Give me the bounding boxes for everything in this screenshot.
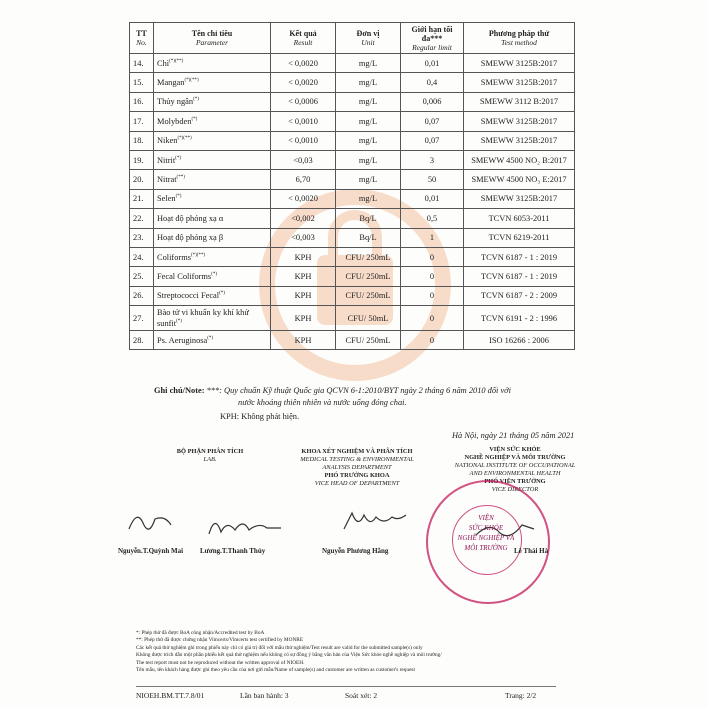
parameter-note-mark: (*)(**) (169, 58, 184, 64)
stamp-text-1: VIỆN (478, 514, 494, 522)
row-number: 20. (130, 170, 154, 189)
row-limit: 3 (401, 150, 464, 169)
row-parameter (154, 247, 271, 266)
parameter-name: Streptococci Fecal (157, 291, 220, 301)
footnote-line: *: Phép thử đã được BoA công nhận/Accredited test by BoA (136, 630, 265, 636)
table-row (130, 54, 575, 73)
row-limit: 0,5 (401, 209, 464, 228)
row-limit: 0,07 (401, 112, 464, 131)
footnote-line: The test report must not be reproduced without the written approval of NIOEH. (136, 659, 305, 666)
dept-sub-2: ANALYSIS DEPARTMENT (322, 464, 392, 471)
row-method: SMEWW 3125B:2017 (464, 112, 575, 131)
parameter-note-mark: (*) (211, 272, 218, 278)
row-unit: Bq/L (336, 209, 401, 228)
table-row (130, 286, 575, 305)
row-method: SMEWW 3125B:2017 (464, 189, 575, 208)
parameter-note-mark: (*) (175, 155, 181, 161)
row-method: SMEWW 4500 NO₃ E:2017 (464, 170, 575, 189)
dept-sub-1: MEDICAL TESTING & ENVIRONMENTAL (300, 456, 414, 463)
note-line-2: nước khoáng thiên nhiên và nước uống đóng chai. (238, 398, 407, 407)
note-line-1: Ghi chú/Note: ***: Quy chuẩn Kỹ thuật Quốc gia QCVN 6-1:2010/BYT ngày 2 tháng 6 năm 2010 đối với (154, 386, 511, 395)
row-limit: 0,01 (401, 189, 464, 208)
row-result: < 0,0020 (271, 54, 336, 73)
footer-code: NIOEH.BM.TT.7.8/01 (136, 691, 205, 700)
table-row (130, 92, 575, 111)
parameter-name: Mangan (157, 78, 185, 88)
parameter-note-mark: (*) (191, 117, 198, 123)
inst-title-1: VIỆN SỨC KHỎE (489, 446, 541, 453)
note-kph: KPH: Không phát hiện. (220, 412, 300, 421)
footnote-line: Tên mẫu, tên khách hàng được ghi theo yêu cầu của nơi gửi mẫu/Name of sample(s) and customer are written as customer's request (136, 667, 415, 673)
row-number: 27. (130, 306, 154, 331)
table-row (130, 331, 575, 350)
parameter-name: Niken (157, 136, 178, 146)
row-unit: CFU/ 50mL (336, 306, 401, 331)
signer-name-3: Nguyễn Phương Hằng (322, 547, 389, 555)
row-unit: mg/L (336, 170, 401, 189)
row-number: 14. (130, 54, 154, 73)
row-result: KPH (271, 286, 336, 305)
row-parameter (154, 209, 271, 228)
parameter-name: Fecal Coliforms (157, 271, 212, 281)
row-unit: mg/L (336, 189, 401, 208)
signature-2 (205, 512, 285, 542)
parameter-name: Selen (157, 194, 176, 204)
header-method: Phương pháp thử Test method (464, 23, 575, 54)
row-result: < 0,0020 (271, 189, 336, 208)
row-number: 25. (130, 267, 154, 286)
inst-sub-1: NATIONAL INSTITUTE OF OCCUPATIONAL (454, 462, 576, 469)
row-method: SMEWW 4500 NO₂ B:2017 (464, 150, 575, 169)
report-date: Hà Nội, ngày 21 tháng 05 năm 2021 (452, 431, 575, 440)
parameter-name: Molybden (157, 116, 192, 126)
row-unit: CFU/ 250mL (336, 247, 401, 266)
row-number: 16. (130, 92, 154, 111)
row-method: TCVN 6187 - 2 : 2009 (464, 286, 575, 305)
table-row (130, 170, 575, 189)
row-number: 19. (130, 150, 154, 169)
row-limit: 0,01 (401, 54, 464, 73)
table-row (130, 306, 575, 331)
row-result: <0,002 (271, 209, 336, 228)
row-unit: mg/L (336, 112, 401, 131)
row-parameter (154, 286, 271, 305)
header-parameter: Tên chỉ tiêu Parameter (154, 23, 271, 54)
footer-divider (136, 686, 556, 687)
row-parameter (154, 150, 271, 169)
table-row (130, 112, 575, 131)
row-limit: 0 (401, 331, 464, 350)
row-limit: 0 (401, 286, 464, 305)
stamp-text-2: SỨC KHỎE (468, 524, 504, 532)
parameter-note-mark: (*) (175, 194, 182, 200)
row-result: KPH (271, 247, 336, 266)
lab-sub: LAB. (203, 456, 217, 463)
row-result: < 0,0010 (271, 112, 336, 131)
footer-page: Trang: 2/2 (505, 691, 537, 700)
table-row (130, 73, 575, 92)
row-limit: 1 (401, 228, 464, 247)
row-parameter (154, 170, 271, 189)
footnote-line: Không được trích dẫn một phần phiếu kết quả thử nghiệm nếu không có sự đồng ý bằng văn bản của Viện Sức khỏe nghề nghiệp và môi trường/ (136, 652, 442, 659)
parameter-note-mark: (*) (176, 319, 182, 325)
parameter-name: Coliforms (157, 252, 191, 262)
row-number: 23. (130, 228, 154, 247)
stamp-text-3: NGHỀ NGHIỆP VÀ (457, 534, 515, 542)
header-limit: Giới hạn tối đa*** Regular limit (401, 23, 464, 54)
row-parameter (154, 73, 271, 92)
parameter-note-mark: (*)(**) (184, 78, 199, 84)
table-header-row (130, 23, 575, 54)
signature-1 (125, 505, 185, 535)
parameter-note-mark: (*) (193, 97, 199, 103)
row-limit: 0 (401, 267, 464, 286)
dept-role: PHÓ TRƯỞNG KHOA (324, 472, 390, 479)
row-unit: mg/L (336, 54, 401, 73)
row-limit: 0 (401, 306, 464, 331)
parameter-name: Nitrat (157, 175, 177, 185)
row-unit: CFU/ 250mL (336, 331, 401, 350)
row-result: < 0,0010 (271, 131, 336, 150)
row-result: KPH (271, 267, 336, 286)
row-method: SMEWW 3112 B:2017 (464, 92, 575, 111)
table-row (130, 267, 575, 286)
row-unit: CFU/ 250mL (336, 286, 401, 305)
parameter-name: Hoạt độ phóng xạ α (157, 213, 224, 223)
row-method: ISO 16266 : 2006 (464, 331, 575, 350)
table-row (130, 131, 575, 150)
row-parameter (154, 331, 271, 350)
row-method: SMEWW 3125B:2017 (464, 131, 575, 150)
parameter-name: Nitrit (157, 155, 176, 165)
parameter-name: Hoạt độ phóng xạ β (157, 233, 224, 243)
signature-3 (340, 505, 410, 535)
row-number: 18. (130, 131, 154, 150)
row-unit: Bq/L (336, 228, 401, 247)
table-row (130, 189, 575, 208)
header-tt: TT No. (130, 23, 154, 54)
row-method: TCVN 6219-2011 (464, 228, 575, 247)
row-parameter (154, 189, 271, 208)
row-number: 24. (130, 247, 154, 266)
inst-role-en: VICE DIRECTOR (491, 486, 539, 493)
row-limit: 0,07 (401, 131, 464, 150)
lab-title: BỘ PHẬN PHÂN TÍCH (176, 448, 244, 455)
parameter-note-mark: (*) (219, 291, 225, 297)
row-number: 28. (130, 331, 154, 350)
parameter-name: Thủy ngân (157, 97, 194, 107)
inst-title-2: NGHỀ NGHIỆP VÀ MÔI TRƯỜNG (464, 454, 566, 461)
signer-name-2: Lương.T.Thanh Thủy (200, 547, 266, 555)
footnote-line: Các kết quả thử nghiệm ghi trong phiếu này chỉ có giá trị đối với mẫu thử nghiệm/Test result are valid for the submitted sample(s) only (136, 644, 423, 651)
table-row (130, 228, 575, 247)
row-result: <0,003 (271, 228, 336, 247)
row-result: < 0,0020 (271, 73, 336, 92)
row-result: 6,70 (271, 170, 336, 189)
row-method: TCVN 6191 - 2 : 1996 (464, 306, 575, 331)
footer-review: Soát xét: 2 (345, 691, 378, 700)
row-number: 15. (130, 73, 154, 92)
row-parameter (154, 112, 271, 131)
row-parameter (154, 54, 271, 73)
row-parameter (154, 131, 271, 150)
results-table (129, 22, 575, 350)
table-row (130, 209, 575, 228)
parameter-name: Chì (157, 58, 170, 68)
parameter-note-mark: (*)(**) (190, 252, 206, 258)
inst-sub-2: AND ENVIRONMENTAL HEALTH (469, 470, 561, 477)
row-limit: 0,006 (401, 92, 464, 111)
stamp-text-4: MÔI TRƯỜNG (464, 544, 508, 552)
row-unit: mg/L (336, 150, 401, 169)
row-method: TCVN 6187 - 1 : 2019 (464, 247, 575, 266)
dept-role-en: VICE HEAD OF DEPARTMENT (314, 480, 400, 487)
row-method: TCVN 6187 - 1 : 2019 (464, 267, 575, 286)
row-result: < 0,0006 (271, 92, 336, 111)
row-method: SMEWW 3125B:2017 (464, 54, 575, 73)
row-result: KPH (271, 306, 336, 331)
row-result: <0,03 (271, 150, 336, 169)
row-method: TCVN 6053-2011 (464, 209, 575, 228)
parameter-note-mark: (*) (207, 335, 214, 341)
row-number: 17. (130, 112, 154, 131)
parameter-name: Ps. Aeruginosa (157, 335, 208, 345)
header-result: Kết quả Result (271, 23, 336, 54)
row-parameter (154, 228, 271, 247)
dept-title: KHOA XÉT NGHIỆM VÀ PHÂN TÍCH (301, 448, 413, 455)
row-unit: mg/L (336, 131, 401, 150)
row-parameter (154, 267, 271, 286)
row-number: 21. (130, 189, 154, 208)
row-limit: 0,4 (401, 73, 464, 92)
row-unit: mg/L (336, 92, 401, 111)
parameter-note-mark: (**) (176, 175, 185, 181)
row-result: KPH (271, 331, 336, 350)
parameter-note-mark: (*)(**) (177, 136, 192, 142)
footer-edition: Lần ban hành: 3 (240, 691, 289, 700)
row-number: 26. (130, 286, 154, 305)
inst-role: PHÓ VIỆN TRƯỞNG (484, 478, 546, 485)
row-method: SMEWW 3125B:2017 (464, 73, 575, 92)
row-unit: mg/L (336, 73, 401, 92)
footnote-line: **: Phép thử đã được chứng nhận Vimcerts/Vimcerts test certified by MONRE (136, 637, 304, 644)
table-row (130, 247, 575, 266)
row-number: 22. (130, 209, 154, 228)
row-limit: 0 (401, 247, 464, 266)
row-unit: CFU/ 250mL (336, 267, 401, 286)
signer-name-4: Lê Thái Hà (514, 547, 549, 555)
row-parameter (154, 92, 271, 111)
row-limit: 50 (401, 170, 464, 189)
row-parameter (154, 306, 271, 331)
header-unit: Đơn vị Unit (336, 23, 401, 54)
signer-name-1: Nguyễn.T.Quỳnh Mai (118, 547, 184, 555)
parameter-name: Bào tử vi khuẩn ky khí khử sunfit (157, 308, 249, 328)
table-row (130, 150, 575, 169)
